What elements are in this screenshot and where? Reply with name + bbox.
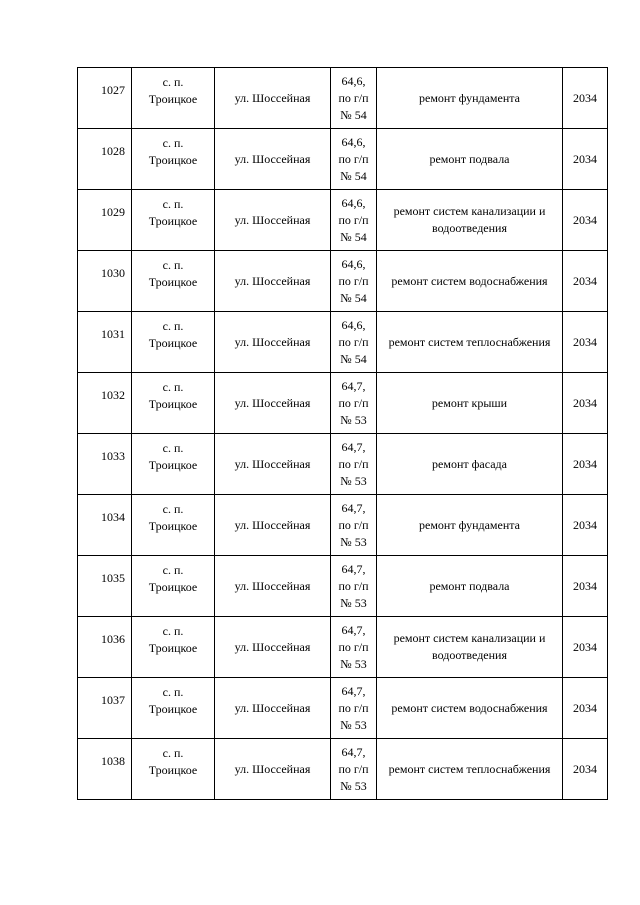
master-plan-label: по г/п bbox=[338, 151, 369, 166]
row-number: 1037 bbox=[78, 678, 132, 739]
master-plan-label: по г/п bbox=[338, 395, 369, 410]
table-row bbox=[78, 556, 608, 617]
work-type-cell: ремонт фундамента bbox=[377, 495, 563, 556]
settlement-name: Троицкое bbox=[148, 92, 198, 106]
house-number: 64,6, bbox=[341, 317, 366, 332]
table-body bbox=[78, 68, 608, 800]
settlement-name: Троицкое bbox=[148, 153, 198, 167]
table-row bbox=[78, 251, 608, 312]
settlement-cell bbox=[132, 434, 215, 495]
settlement-type: с. п. bbox=[162, 319, 184, 333]
repair-schedule-table bbox=[77, 67, 608, 800]
settlement-name: Троицкое bbox=[148, 336, 198, 350]
master-plan-number: № 53 bbox=[340, 534, 367, 549]
settlement-cell bbox=[132, 68, 215, 129]
master-plan-label: по г/п bbox=[338, 639, 369, 654]
settlement-type: с. п. bbox=[162, 136, 184, 150]
table-row bbox=[78, 617, 608, 678]
table-row bbox=[78, 434, 608, 495]
house-number: 64,7, bbox=[341, 378, 366, 393]
master-plan-label: по г/п bbox=[338, 578, 369, 593]
settlement-cell bbox=[132, 739, 215, 800]
row-number: 1033 bbox=[78, 434, 132, 495]
work-type-cell: ремонт систем теплоснабжения bbox=[377, 739, 563, 800]
house-number: 64,7, bbox=[341, 622, 366, 637]
settlement-name: Троицкое bbox=[148, 397, 198, 411]
master-plan-label: по г/п bbox=[338, 517, 369, 532]
year-cell: 2034 bbox=[563, 312, 608, 373]
master-plan-number: № 53 bbox=[340, 412, 367, 427]
work-type-cell: ремонт подвала bbox=[377, 556, 563, 617]
house-number-cell bbox=[331, 556, 377, 617]
year-cell: 2034 bbox=[563, 190, 608, 251]
master-plan-label: по г/п bbox=[338, 456, 369, 471]
work-type-cell: ремонт фундамента bbox=[377, 68, 563, 129]
row-number: 1029 bbox=[78, 190, 132, 251]
house-number: 64,6, bbox=[341, 256, 366, 271]
master-plan-number: № 53 bbox=[340, 778, 367, 793]
year-cell: 2034 bbox=[563, 495, 608, 556]
master-plan-number: № 54 bbox=[340, 107, 367, 122]
table-row bbox=[78, 312, 608, 373]
settlement-name: Троицкое bbox=[148, 641, 198, 655]
work-type-cell: ремонт систем водоснабжения bbox=[377, 251, 563, 312]
house-number-cell bbox=[331, 190, 377, 251]
row-number: 1038 bbox=[78, 739, 132, 800]
year-cell: 2034 bbox=[563, 739, 608, 800]
settlement-name: Троицкое bbox=[148, 214, 198, 228]
settlement-name: Троицкое bbox=[148, 580, 198, 594]
street-cell: ул. Шоссейная bbox=[215, 739, 331, 800]
master-plan-label: по г/п bbox=[338, 90, 369, 105]
house-number-cell bbox=[331, 495, 377, 556]
street-cell: ул. Шоссейная bbox=[215, 556, 331, 617]
settlement-type: с. п. bbox=[162, 197, 184, 211]
year-cell: 2034 bbox=[563, 617, 608, 678]
settlement-type: с. п. bbox=[162, 75, 184, 89]
house-number-cell bbox=[331, 678, 377, 739]
settlement-name: Троицкое bbox=[148, 519, 198, 533]
settlement-cell bbox=[132, 495, 215, 556]
settlement-cell bbox=[132, 556, 215, 617]
house-number-cell bbox=[331, 739, 377, 800]
master-plan-number: № 53 bbox=[340, 717, 367, 732]
settlement-cell bbox=[132, 312, 215, 373]
house-number: 64,6, bbox=[341, 73, 366, 88]
settlement-type: с. п. bbox=[162, 624, 184, 638]
year-cell: 2034 bbox=[563, 678, 608, 739]
settlement-type: с. п. bbox=[162, 441, 184, 455]
house-number: 64,6, bbox=[341, 134, 366, 149]
row-number: 1027 bbox=[78, 68, 132, 129]
master-plan-label: по г/п bbox=[338, 334, 369, 349]
house-number-cell bbox=[331, 129, 377, 190]
row-number: 1030 bbox=[78, 251, 132, 312]
settlement-cell bbox=[132, 373, 215, 434]
table-row bbox=[78, 68, 608, 129]
house-number-cell bbox=[331, 617, 377, 678]
house-number-cell bbox=[331, 373, 377, 434]
work-type-cell: ремонт систем теплоснабжения bbox=[377, 312, 563, 373]
master-plan-label: по г/п bbox=[338, 700, 369, 715]
work-type-cell: ремонт крыши bbox=[377, 373, 563, 434]
table-row bbox=[78, 495, 608, 556]
master-plan-label: по г/п bbox=[338, 761, 369, 776]
work-type-cell: ремонт систем канализации и водоотведения bbox=[377, 617, 563, 678]
table-row bbox=[78, 373, 608, 434]
master-plan-number: № 53 bbox=[340, 473, 367, 488]
house-number: 64,7, bbox=[341, 683, 366, 698]
work-type-cell: ремонт систем канализации и водоотведения bbox=[377, 190, 563, 251]
row-number: 1031 bbox=[78, 312, 132, 373]
street-cell: ул. Шоссейная bbox=[215, 251, 331, 312]
row-number: 1028 bbox=[78, 129, 132, 190]
master-plan-number: № 53 bbox=[340, 656, 367, 671]
street-cell: ул. Шоссейная bbox=[215, 68, 331, 129]
settlement-type: с. п. bbox=[162, 380, 184, 394]
house-number: 64,7, bbox=[341, 500, 366, 515]
master-plan-number: № 54 bbox=[340, 351, 367, 366]
settlement-type: с. п. bbox=[162, 685, 184, 699]
work-type-cell: ремонт систем водоснабжения bbox=[377, 678, 563, 739]
master-plan-number: № 54 bbox=[340, 229, 367, 244]
year-cell: 2034 bbox=[563, 556, 608, 617]
table-row bbox=[78, 190, 608, 251]
master-plan-label: по г/п bbox=[338, 273, 369, 288]
settlement-type: с. п. bbox=[162, 258, 184, 272]
house-number-cell bbox=[331, 68, 377, 129]
master-plan-number: № 54 bbox=[340, 168, 367, 183]
table-row bbox=[78, 129, 608, 190]
year-cell: 2034 bbox=[563, 68, 608, 129]
work-type-cell: ремонт подвала bbox=[377, 129, 563, 190]
table-row bbox=[78, 739, 608, 800]
year-cell: 2034 bbox=[563, 434, 608, 495]
house-number: 64,6, bbox=[341, 195, 366, 210]
settlement-type: с. п. bbox=[162, 746, 184, 760]
street-cell: ул. Шоссейная bbox=[215, 190, 331, 251]
master-plan-label: по г/п bbox=[338, 212, 369, 227]
street-cell: ул. Шоссейная bbox=[215, 495, 331, 556]
master-plan-number: № 53 bbox=[340, 595, 367, 610]
work-type-cell: ремонт фасада bbox=[377, 434, 563, 495]
row-number: 1032 bbox=[78, 373, 132, 434]
street-cell: ул. Шоссейная bbox=[215, 129, 331, 190]
house-number: 64,7, bbox=[341, 439, 366, 454]
street-cell: ул. Шоссейная bbox=[215, 617, 331, 678]
settlement-type: с. п. bbox=[162, 502, 184, 516]
street-cell: ул. Шоссейная bbox=[215, 434, 331, 495]
settlement-cell bbox=[132, 190, 215, 251]
street-cell: ул. Шоссейная bbox=[215, 373, 331, 434]
house-number-cell bbox=[331, 434, 377, 495]
settlement-name: Троицкое bbox=[148, 702, 198, 716]
house-number-cell bbox=[331, 251, 377, 312]
row-number: 1036 bbox=[78, 617, 132, 678]
house-number: 64,7, bbox=[341, 561, 366, 576]
settlement-name: Троицкое bbox=[148, 275, 198, 289]
house-number-cell bbox=[331, 312, 377, 373]
settlement-cell bbox=[132, 678, 215, 739]
settlement-cell bbox=[132, 251, 215, 312]
street-cell: ул. Шоссейная bbox=[215, 312, 331, 373]
year-cell: 2034 bbox=[563, 373, 608, 434]
street-cell: ул. Шоссейная bbox=[215, 678, 331, 739]
settlement-name: Троицкое bbox=[148, 458, 198, 472]
row-number: 1034 bbox=[78, 495, 132, 556]
table-row bbox=[78, 678, 608, 739]
settlement-name: Троицкое bbox=[148, 763, 198, 777]
row-number: 1035 bbox=[78, 556, 132, 617]
settlement-type: с. п. bbox=[162, 563, 184, 577]
master-plan-number: № 54 bbox=[340, 290, 367, 305]
house-number: 64,7, bbox=[341, 744, 366, 759]
year-cell: 2034 bbox=[563, 129, 608, 190]
settlement-cell bbox=[132, 129, 215, 190]
settlement-cell bbox=[132, 617, 215, 678]
year-cell: 2034 bbox=[563, 251, 608, 312]
